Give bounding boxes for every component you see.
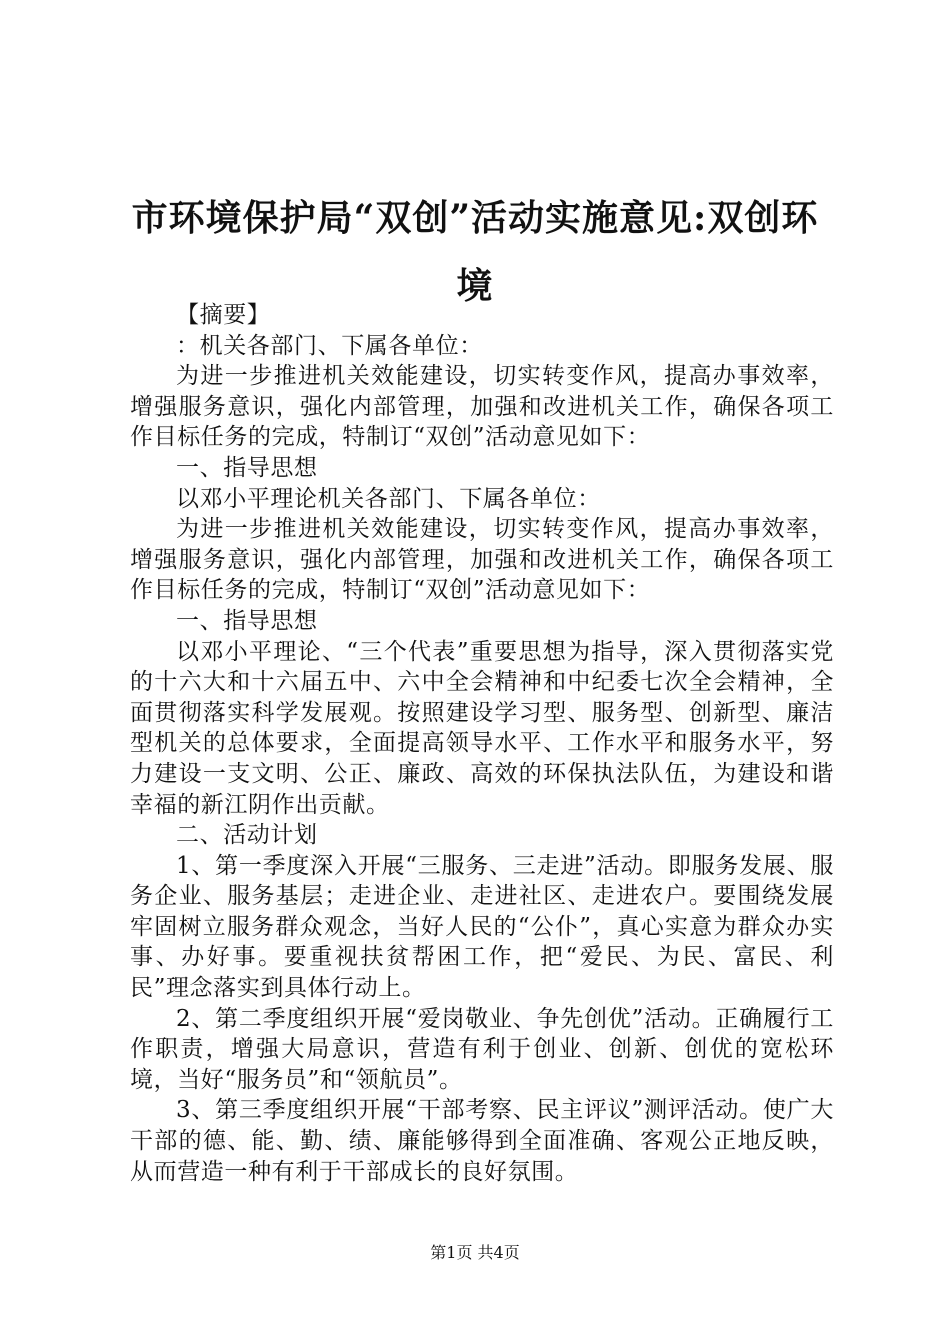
page-footer: 第1页 共4页: [430, 1243, 520, 1262]
plan-item-1: 1、第一季度深入开展“三服务、三走进”活动。即服务发展、服务企业、服务基层；走进企业、走进社区、走进农户。要围绕发展牢固树立服务群众观念，当好人民的“公仆”，真心实意为群众办实事、办好事。要重视扶贫帮困工作，把“爱民、为民、富民、利民”理念落实到具体行动上。: [130, 852, 834, 1002]
abstract-heading: 【摘要】: [176, 302, 271, 328]
section-heading-guiding-thought-repeat: 一、指导思想: [176, 607, 318, 634]
document-title: 市环境保护局“双创”活动实施意见:双创环境: [131, 197, 819, 307]
plan-item-3: 3、第三季度组织开展“干部考察、民主评议”测评活动。使广大干部的德、能、勤、绩、廉能够得到全面准确、客观公正地反映，从而营造一种有利于干部成长的良好氛围。: [130, 1097, 834, 1185]
document-body: [130, 300, 834, 1187]
salutation: ：机关各部门、下属各单位：: [176, 332, 483, 359]
body-paragraph: 以邓小平理论机关各部门、下属各单位：: [176, 485, 601, 512]
intro-paragraph-repeat: 为进一步推进机关效能建设，切实转变作风，提高办事效率，增强服务意识，强化内部管理，加强和改进机关工作，确保各项工作目标任务的完成，特制订“双创”活动意见如下：: [130, 516, 834, 604]
section-heading-activity-plan: 二、活动计划: [176, 822, 318, 849]
section-heading-guiding-thought: 一、指导思想: [176, 454, 318, 481]
intro-paragraph: 为进一步推进机关效能建设，切实转变作风，提高办事效率，增强服务意识，强化内部管理，加强和改进机关工作，确保各项工作目标任务的完成，特制订“双创”活动意见如下：: [130, 363, 834, 451]
plan-item-2: 2、第二季度组织开展“爱岗敬业、争先创优”活动。正确履行工作职责，增强大局意识，营造有利于创业、创新、创优的宽松环境，当好“服务员”和“领航员”。: [130, 1005, 834, 1093]
guiding-thought-paragraph: 以邓小平理论、“三个代表”重要思想为指导，深入贯彻落实党的十六大和十六届五中、六中全会精神和中纪委七次全会精神，全面贯彻落实科学发展观。按照建设学习型、服务型、创新型、廉洁型机关的总体要求，全面提高领导水平、工作水平和服务水平，努力建设一支文明、公正、廉政、高效的环保执法队伍，为建设和谐幸福的新江阴作出贡献。: [130, 638, 834, 818]
